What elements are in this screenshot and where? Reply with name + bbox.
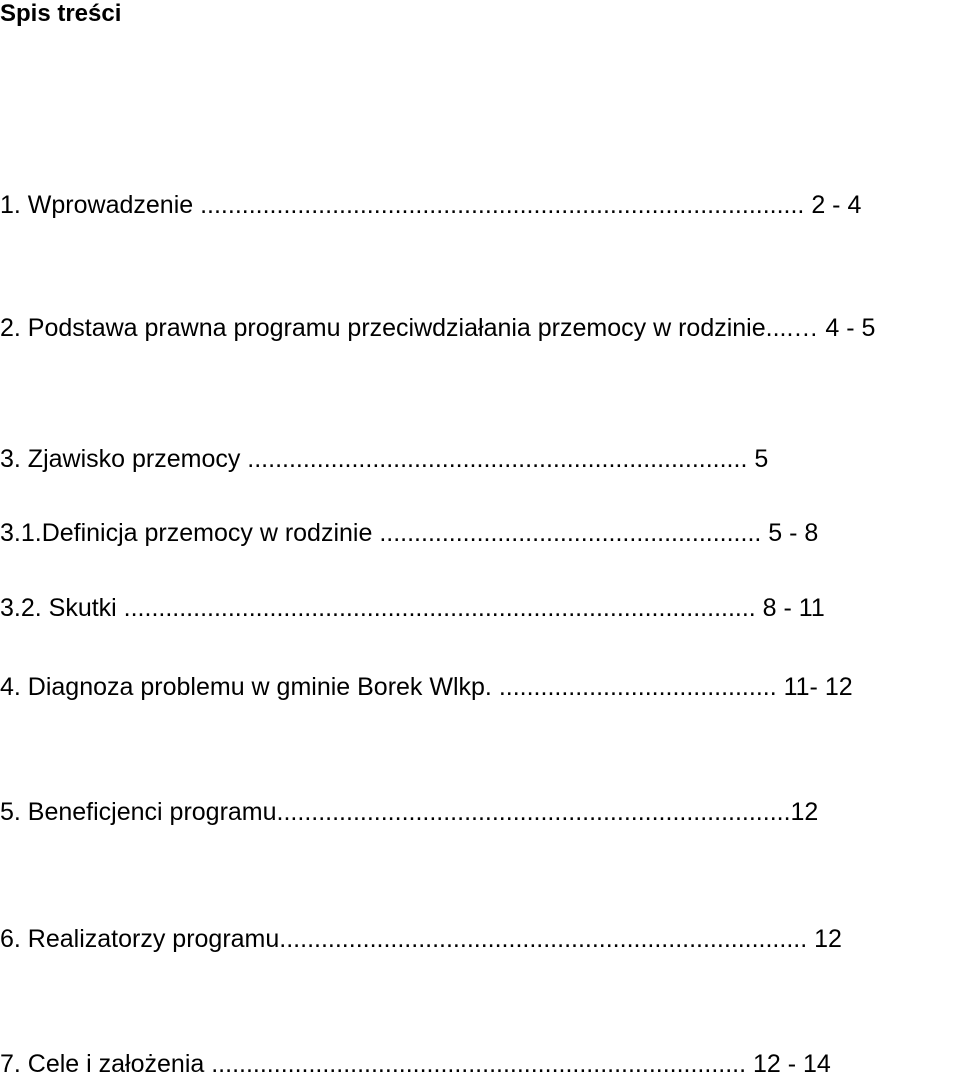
toc-entry-2: 2. Podstawa prawna programu przeciwdziałania przemocy w rodzinie....… 4 - 5 (0, 314, 876, 342)
toc-entry-3-2: 3.2. Skutki ........................................................................................... 8 - 11 (0, 594, 825, 622)
toc-entry-4: 4. Diagnoza problemu w gminie Borek Wlkp. ........................................ 11- 12 (0, 673, 853, 701)
toc-entry-5: 5. Beneficjenci programu..........................................................................12 (0, 798, 819, 826)
toc-entry-3: 3. Zjawisko przemocy ........................................................................ 5 (0, 445, 769, 473)
toc-entry-6: 6. Realizatorzy programu............................................................................ 12 (0, 925, 842, 953)
toc-entry-3-1: 3.1.Definicja przemocy w rodzinie ....................................................... 5 - 8 (0, 519, 819, 547)
toc-entry-7: 7. Cele i założenia ............................................................................. 12 - 14 (0, 1050, 831, 1078)
toc-title: Spis treści (0, 0, 122, 27)
toc-entry-1: 1. Wprowadzenie ....................................................................................... 2 - 4 (0, 191, 862, 219)
